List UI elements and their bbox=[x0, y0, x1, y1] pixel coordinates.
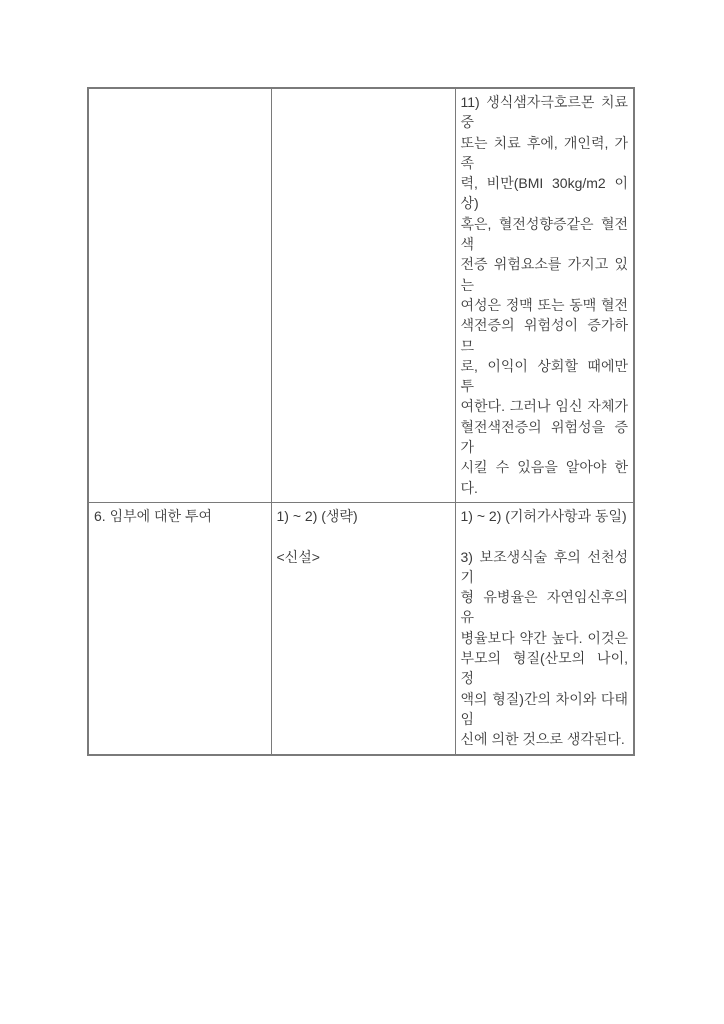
revision-comparison-table bbox=[87, 87, 635, 756]
paragraph: 1) ~ 2) (기허가사항과 동일) bbox=[460, 507, 627, 524]
table-cell-r2c1 bbox=[88, 502, 271, 754]
table-cell-r1c2 bbox=[271, 88, 455, 502]
table-cell-r1c3 bbox=[455, 88, 634, 502]
table-row bbox=[88, 502, 634, 754]
paragraph: 6. 임부에 대한 투여 bbox=[94, 507, 213, 524]
table-cell-r1c1 bbox=[88, 88, 271, 502]
table-cell-r2c3 bbox=[455, 502, 634, 754]
paragraph: 1) ~ 2) (생략) bbox=[276, 507, 358, 524]
paragraph: <신설> bbox=[276, 548, 320, 565]
paragraph: 3) 보조생식술 후의 선천성기 형 유병율은 자연임신후의 유 병율보다 약간 높다. 이것은 부모의 형질(산모의 나이, 정 액의 형질)간의 차이와 다태임 신에 의한 것으로 생각된다. bbox=[460, 548, 628, 748]
table-row bbox=[88, 88, 634, 502]
paragraph: 11) 생식샘자극호르몬 치료 중 또는 치료 후에, 개인력, 가족 력, 비만(BMI 30kg/m2 이상) 혹은, 혈전성향증같은 혈전색 전증 위험요소를 가지고 있는 여성은 정맥 또는 동맥 혈전 색전증의 위험성이 증가하므 로, 이익이 상회할 때에만 투 여한다. 그러나 임신 자체가 혈전색전증의 위험성을 증가 시킬 수 있음을 알아야 한다. bbox=[460, 94, 628, 496]
table-cell-r2c2 bbox=[271, 502, 455, 754]
